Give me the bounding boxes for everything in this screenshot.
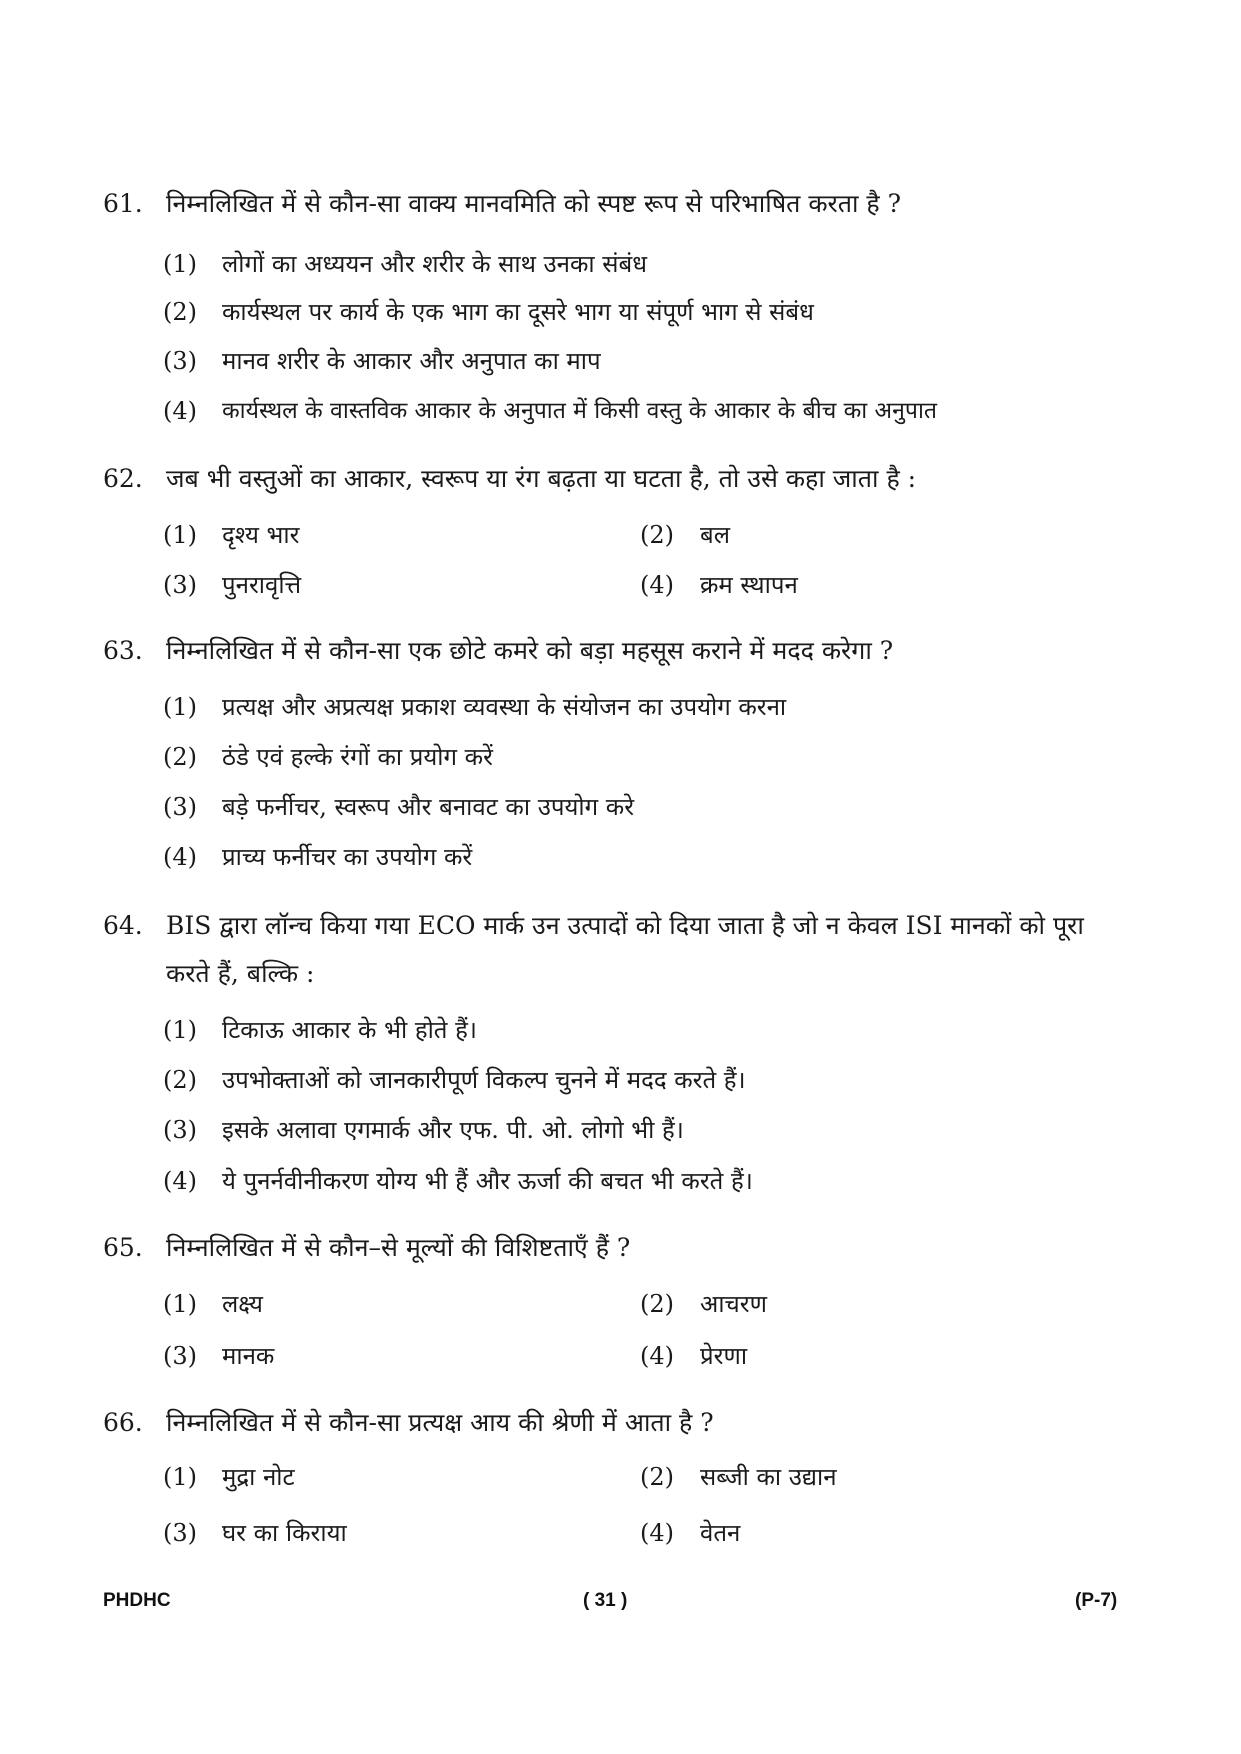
option-text: वेतन (700, 1519, 741, 1547)
question-text: निम्नलिखित में से कौन-सा वाक्य मानवमिति को स्पष्ट रूप से परिभाषित करता है ? (166, 189, 902, 218)
option-number: (2) (163, 298, 197, 326)
option-text: प्राच्य फर्नीचर का उपयोग करें (222, 843, 473, 871)
option-text: प्रेरणा (700, 1342, 748, 1370)
option-text: कार्यस्थल पर कार्य के एक भाग का दूसरे भाग या संपूर्ण भाग से संबंध (222, 298, 814, 326)
option-text: क्रम स्थापन (700, 571, 798, 599)
option-text: बल (700, 521, 730, 549)
option-number: (4) (163, 397, 197, 425)
option-text: मानक (222, 1342, 275, 1370)
question-number: 65. (103, 1233, 143, 1262)
option-text: टिकाऊ आकार के भी होते हैं। (222, 1016, 477, 1044)
footer-code: PHDHC (103, 1590, 171, 1611)
booklet-series: (P-7) (1075, 1590, 1118, 1611)
question-text: BIS द्वारा लॉन्च किया गया ECO मार्क उन उत्पादों को दिया जाता है जो न केवल ISI मानकों को पूरा करते हैं, बल्कि : (166, 911, 1084, 988)
option-number: (4) (640, 1342, 674, 1370)
option-number: (2) (640, 521, 674, 549)
option-number: (1) (163, 1016, 197, 1044)
option-text: कार्यस्थल के वास्तविक आकार के अनुपात में किसी वस्तु के आकार के बीच का अनुपात (222, 398, 938, 424)
option-number: (3) (163, 571, 197, 599)
option-text: दृश्य भार (222, 521, 300, 549)
option-number: (3) (163, 1116, 197, 1144)
option-number: (4) (640, 571, 674, 599)
option-number: (2) (163, 1066, 197, 1094)
option-number: (1) (163, 693, 197, 721)
option-number: (1) (163, 1463, 197, 1491)
option-text: इसके अलावा एगमार्क और एफ. पी. ओ. लोगो भी हैं। (222, 1116, 684, 1144)
option-number: (1) (163, 1290, 197, 1318)
option-number: (3) (163, 347, 197, 375)
option-text: लोगों का अध्ययन और शरीर के साथ उनका संबंध (222, 250, 647, 278)
option-number: (4) (640, 1519, 674, 1547)
question-text: जब भी वस्तुओं का आकार, स्वरूप या रंग बढ़ता या घटता है, तो उसे कहा जाता है : (166, 464, 917, 493)
question-number: 64. (103, 911, 143, 940)
question-text: निम्नलिखित में से कौन-सा प्रत्यक्ष आय की श्रेणी में आता है ? (166, 1408, 714, 1437)
option-text: आचरण (700, 1290, 767, 1318)
option-number: (4) (163, 843, 197, 871)
question-number: 62. (103, 464, 143, 493)
option-number: (3) (163, 1519, 197, 1547)
question-number: 61. (103, 189, 143, 218)
option-text: सब्जी का उद्यान (700, 1463, 837, 1491)
option-number: (2) (163, 743, 197, 771)
option-number: (2) (640, 1290, 674, 1318)
option-text: ये पुनर्नवीनीकरण योग्य भी हैं और ऊर्जा की बचत भी करते हैं। (222, 1167, 753, 1195)
option-number: (3) (163, 793, 197, 821)
option-text: बड़े फर्नीचर, स्वरूप और बनावट का उपयोग करे (222, 793, 635, 821)
option-number: (4) (163, 1167, 197, 1195)
option-text: घर का किराया (222, 1519, 347, 1547)
option-number: (1) (163, 521, 197, 549)
option-text: ठंडे एवं हल्के रंगों का प्रयोग करें (222, 743, 493, 771)
option-text: उपभोक्ताओं को जानकारीपूर्ण विकल्प चुनने में मदद करते हैं। (222, 1066, 746, 1094)
page-number: ( 31 ) (583, 1590, 628, 1611)
question-text: निम्नलिखित में से कौन-सा एक छोटे कमरे को बड़ा महसूस कराने में मदद करेगा ? (166, 636, 894, 665)
option-number: (2) (640, 1463, 674, 1491)
question-number: 63. (103, 636, 143, 665)
option-number: (3) (163, 1342, 197, 1370)
option-text: मुद्रा नोट (222, 1463, 295, 1491)
question-text: निम्नलिखित में से कौन–से मूल्यों की विशिष्टताएँ हैं ? (166, 1233, 631, 1262)
option-text: लक्ष्य (222, 1290, 263, 1318)
option-number: (1) (163, 250, 197, 278)
option-text: प्रत्यक्ष और अप्रत्यक्ष प्रकाश व्यवस्था के संयोजन का उपयोग करना (222, 693, 787, 721)
question-number: 66. (103, 1408, 143, 1437)
option-text: पुनरावृत्ति (222, 571, 302, 599)
option-text: मानव शरीर के आकार और अनुपात का माप (222, 347, 601, 375)
